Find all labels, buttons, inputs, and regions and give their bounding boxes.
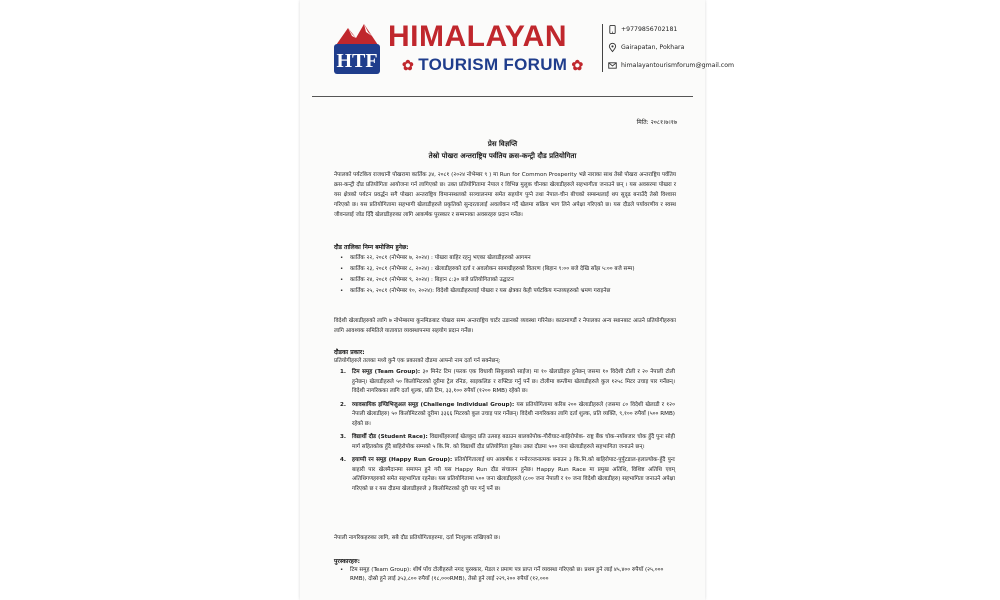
header-rule: [312, 96, 693, 97]
category-text: यस प्रतियोगितामा करिब २०० खेलाडीहरुले (जसमा ८० विदेशी खेलाडी र १२० नेपाली खेलाडीहरु) ५० किलोमिटरको दूरीमा ३३६६ मिटरको कुल उचाइ पार गर्नेछन्। विदेशी नागरिकका लागि दर्ता शुल्क, प्रति व्यक्ति, ९,१०० रुपैयाँ (५०० RMB) रहेको छ।: [352, 401, 675, 427]
item-number: 1.: [340, 369, 347, 375]
category-name: हयाप्पी रन समूह (Happy Run Group):: [352, 457, 453, 463]
contact-address: [608, 38, 748, 56]
category-name: विद्यार्थी दौड (Student Race):: [352, 434, 428, 440]
list-item: • कार्तिक २२, २०८१ (नोभेम्बर ७, २०२४) : पोखरा बाहिर रहनु भएका खेलाडीहरुको आगमन: [340, 254, 670, 263]
brand-subtitle-text: TOURISM FORUM: [418, 55, 568, 74]
category-text: प्रतियोगितालाई थप आकर्षक र मनोरञ्जनात्मक बनाउन ३ कि.मि.को बाहिरोपाट-पुर्पुटडाल-हलाल्योक-हुँदै पुनः बाहारी पार खेलमैदानमा समापन हुने गरी यस Happy Run दौड संचालन हुनेछ। Happy Run Race मा प्रमुख अतिथि, विशिष्ट अतिथि एवम् अतिथिगणहरुको समेत सहभागिता रहनेछ। यस प्रतियोगितामा ५०० जना खेलाडीहरुले (८०० जना नेपाली र १० जना विदेशी खेलाडीहरु) सहभागिता जनाउने अपेक्षा गरिएको छ र यस दौडमा खेलाडीहरुले ३ किलोमिटरको दूरी पार गर्नु पर्ने छ।: [352, 457, 676, 492]
letterhead: [330, 14, 735, 84]
brand-subtitle: [402, 56, 584, 74]
item-number: 3.: [340, 434, 347, 440]
phone-icon: [608, 25, 617, 34]
category-name: टिम समूह (Team Group):: [352, 369, 421, 375]
schedule-list: [340, 254, 670, 298]
press-release-subtitle: तेस्रो पोखरा अन्तराष्ट्रिय पर्वतिय क्रस-कन्ट्री दौड प्रतियोगिता: [428, 152, 577, 160]
category-name: व्यावसायिक इण्डिभिजुअल समूह (Challenge Individual Group):: [352, 401, 515, 408]
travel-paragraph: विदेशी खेलाडीहरुको लागि ७ नोभेम्बरमा कुनमिङबाट पोखरा सम्म अन्तराष्ट्रिय चार्टर उडानको व्यवस्था गरिनेछ। काठमाण्डौं र नेपालका अन्य स्थानबाट आउने प्रतियोगीहरुका लागि आवश्यक समितिले यातायात व्यवस्थापनमा सहयोग प्रदान गर्नेछ।: [334, 318, 676, 334]
category-text: ३० मिनेट टिम (फरक एक विधायी सिकुवाको साईज) मा १० खेलाडीहरु हुनेछन् जसमा १० विदेशी टोली र २० नेपाली टोली हुनेछन्। खेलाडीहरुले ५० किलोमिटरको दूरीमा ट्रेल रनिङ, साइकलिङ र राफ्टिङ गर्नु पर्ने छ। टोलीमा कम्तीमा खेलाडीहरुले कुल १२५८ मिटर उचाइ पार गर्नेछन्। विदेशी नागरिकका लागि दर्ता शुल्क, प्रति टिम, ३३,१०० रुपैयाँ (१२०० RMB) रहेको छ।: [352, 369, 675, 394]
flag-icon: ✿: [402, 57, 419, 73]
race-types-list: [340, 368, 675, 498]
race-types-heading: दौडका प्रकार:: [334, 349, 365, 356]
flag-icon: ✿: [567, 57, 584, 73]
contact-address-text: Gairapatan, Pokhara: [621, 43, 685, 51]
header-divider: [602, 24, 603, 72]
contact-phone: [608, 20, 748, 38]
race-types-intro: प्रतियोगीहरुले तलका मध्ये कुनै एक प्रकारको दौडमा आफ्नो नाम दर्ता गर्न सक्नेछन्:: [334, 358, 501, 364]
list-item: • टिम समूह (Team Group): शीर्ष पाँच टोलीहरुले नगद पुरस्कार, मेडल र प्रमाण पत्र प्राप्त गर्ने व्यवस्था गरिएको छ। प्रथम हुने लाई ४५,४०० रुपैयाँ (२५,००० RMB), दोस्रो हुने लाई ३५३,८०० रुपैयाँ (१८,०००RMB), तेस्रो हुने लाई २२९,२०० रुपैयाँ (१२,०००: [340, 566, 670, 584]
category-text: विद्यार्थीहरुलाई खेलकुद प्रति उत्साह बढाउन बालकोपोक-गौरीघाट-बाहिरोपोक- राष्ट्र बैंक चोक-नयाँबजार चोक हुँदै पुनः सोही मार्ग सहितकोक हुँदै बाहिरोपोक सम्मको ५ कि.मि. को विद्यार्थी दौड प्रतियोगिता हुनेछ। उक्त दौडमा ५०० जना खेलाडीहरुले सहभागिता जनाउने छन्।: [352, 434, 675, 450]
mail-icon: [608, 61, 617, 70]
logo-letters: HTF: [336, 50, 378, 72]
list-item: [340, 433, 675, 452]
list-item: [340, 368, 675, 397]
schedule-heading: दौड तालिका निम्न बमोजिम हुनेछ:: [334, 244, 409, 251]
prizes-heading: पुरस्कारहरु:: [334, 558, 360, 565]
list-item: • कार्तिक २४, २०८१ (नोभेम्बर ९, २०२४) : बिहान ८:३० बजे प्रतियोगिताको उद्घाटन: [340, 276, 670, 285]
contact-block: [608, 20, 748, 74]
document-page: [300, 0, 735, 600]
contact-email: [608, 56, 748, 74]
list-item: • कार्तिक २३, २०८१ (नोभेम्बर ८, २०२४) : खेलाडीहरुको दर्ता र अवलोकन सामाग्रीहरुको वितरण (बिहान ९:०० बजे देखि साँझ ५:०० बजे सम्म): [340, 265, 670, 274]
free-registration-note: नेपाली नागरिकहरुका लागि, सबै दौड प्रतियोगिताहरुमा, दर्ता निःशुल्क राखिएको छ।: [334, 535, 500, 541]
contact-phone-text[interactable]: +9779856702181: [621, 25, 678, 33]
brand-title: HIMALAYAN: [388, 20, 567, 53]
item-number: 2.: [340, 401, 347, 408]
prizes-list: [340, 566, 670, 586]
list-item: [340, 401, 675, 430]
location-icon: [608, 43, 617, 52]
list-item: [340, 456, 675, 494]
item-number: 4.: [340, 457, 347, 463]
htf-logo-icon: [330, 18, 384, 80]
press-release-title: प्रेस विज्ञप्ति: [487, 140, 518, 148]
document-date: मिति: २०८१।७।१७: [636, 119, 677, 126]
contact-email-text[interactable]: himalayantourismforum@gmail.com: [621, 61, 735, 69]
intro-paragraph: नेपालको पर्यटकिय राजधानी पोखरामा कार्तिक ३४, २०८१ (२०२४ नोभेम्बर ९ ) मा Run for Common Prosperity भन्ने नाराका साथ तेस्रो पोखरा अन्तराष्ट्रिय पर्वतिय क्रस-कन्ट्री दौड प्रतियोगिता आयोजना गर्न लागिएको छ। उक्त प्रतियोगितामा नेपाल र विभिन्न मुलुक चीनका खेलाडीहरुले सहभागीता जनाउने छन् । यस अवसरमा पोखरा र यस क्षेत्रको पर्यटन प्रवर्द्धन सगै पोखरा अन्तराष्ट्रिय विमानस्थलको सञ्चालनमा समेत सहयोग पुग्ने तथा नेपाल-चीन बीचको सम्बन्धलाई थप सुदृढ बनाउँदै तेस्रो विश्वास गरिएको छ। यस प्रतियोगितामा सहभागी खेलाडीहरुले प्रकृतिको सुन्दरतालाई अवलोकन गर्दै खेलमा सक्रिय भाग लिने अपेक्षा गरिएको छ। यस दौडले पर्यावरणीय र स्वस्थ जीवनलाई जोड दिँदै खेलाडीहरुका लागि आकर्षक पुरस्कार र सम्मानका अवसरहरु प्रदान गर्नेछ।: [334, 172, 676, 218]
list-item: • कार्तिक २५, २०८१ (नोभेम्बर १०, २०२४): विदेशी खेलाडीहरुलाई पोखरा र यस क्षेत्रका केही पर्यटकिय गन्तव्यहरुको भ्रमण गराइनेछ: [340, 287, 670, 296]
